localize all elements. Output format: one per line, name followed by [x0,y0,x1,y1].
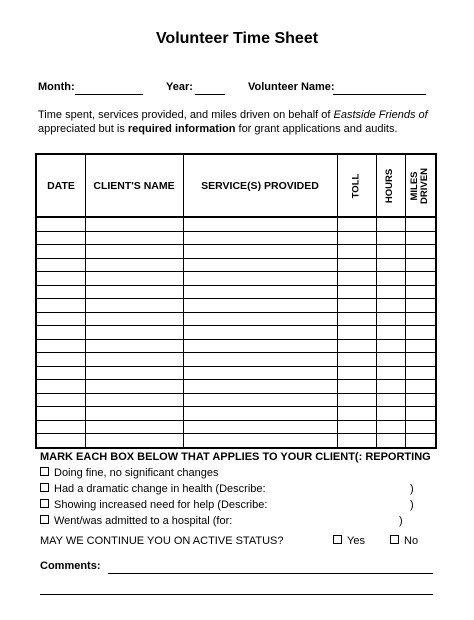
timesheet-table [35,153,437,449]
no-option[interactable] [390,535,418,547]
table-row[interactable] [37,366,435,367]
checkbox[interactable] [40,515,49,524]
org-name: Eastside Friends of [333,109,428,121]
option-increased-need[interactable] [40,499,267,511]
checkbox[interactable] [333,535,342,544]
table-row[interactable] [37,298,435,299]
checkbox[interactable] [40,499,49,508]
option-health-change[interactable] [40,483,266,495]
table-row[interactable] [37,352,435,353]
yes-option[interactable] [333,535,365,547]
header-hours: HOURS [384,168,396,204]
header-client-name: CLIENT'S NAME [93,180,175,192]
option-label: Went/was admitted to a hospital (for: [54,515,233,527]
option-doing-fine[interactable] [40,467,219,479]
year-label: Year: [166,81,193,93]
header-hours-cell [376,155,405,217]
option-label: Doing fine, no significant changes [54,467,219,479]
table-row[interactable] [37,420,435,421]
volunteer-name-label: Volunteer Name: [248,81,335,93]
table-row[interactable] [37,379,435,380]
page-title: Volunteer Time Sheet [155,30,319,47]
option-label: Had a dramatic change in health (Describe: [54,483,266,495]
intro-line2-suffix: for grant applications and audits. [235,123,398,135]
month-field[interactable] [75,94,143,95]
checkbox[interactable] [40,467,49,476]
table-row[interactable] [37,244,435,245]
month-label: Month: [38,81,75,93]
header-miles-driven: MILES DRIVEN [409,168,431,204]
close-paren: ) [410,499,414,511]
active-status-question: MAY WE CONTINUE YOU ON ACTIVE STATUS? [40,535,284,547]
comments-line[interactable] [40,594,433,595]
checkbox[interactable] [40,483,49,492]
no-label: No [404,535,419,547]
close-paren: ) [410,483,414,495]
option-hospital[interactable] [40,515,232,527]
table-row[interactable] [37,393,435,394]
header-date: DATE [47,180,75,192]
table-row[interactable] [37,258,435,259]
table-row[interactable] [37,433,435,434]
table-row[interactable] [37,312,435,313]
close-paren: ) [399,515,403,527]
header-services-provided: SERVICE(S) PROVIDED [201,180,319,192]
option-label: Showing increased need for help (Describe: [54,499,268,511]
table-row[interactable] [37,285,435,286]
table-row[interactable] [37,231,435,232]
year-field[interactable] [195,94,225,95]
comments-label: Comments: [40,560,101,572]
yes-label: Yes [347,535,365,547]
table-row[interactable] [37,271,435,272]
header-miles-cell [405,155,435,217]
header-toll: TOLL [350,173,362,199]
intro-line1-prefix: Time spent, services provided, and miles driven on behalf of [38,109,334,121]
mark-section-heading: MARK EACH BOX BELOW THAT APPLIES TO YOUR CLIENT(: REPORTING [40,451,431,463]
header-divider [37,216,435,218]
intro-text [38,108,458,136]
table-row[interactable] [37,406,435,407]
intro-line2-prefix: appreciated but is [38,123,128,135]
comments-line[interactable] [108,573,433,574]
checkbox[interactable] [390,535,399,544]
volunteer-name-field[interactable] [333,94,426,95]
table-row[interactable] [37,325,435,326]
required-info: required information [127,123,236,135]
table-row[interactable] [37,339,435,340]
header-toll-cell [337,155,376,217]
